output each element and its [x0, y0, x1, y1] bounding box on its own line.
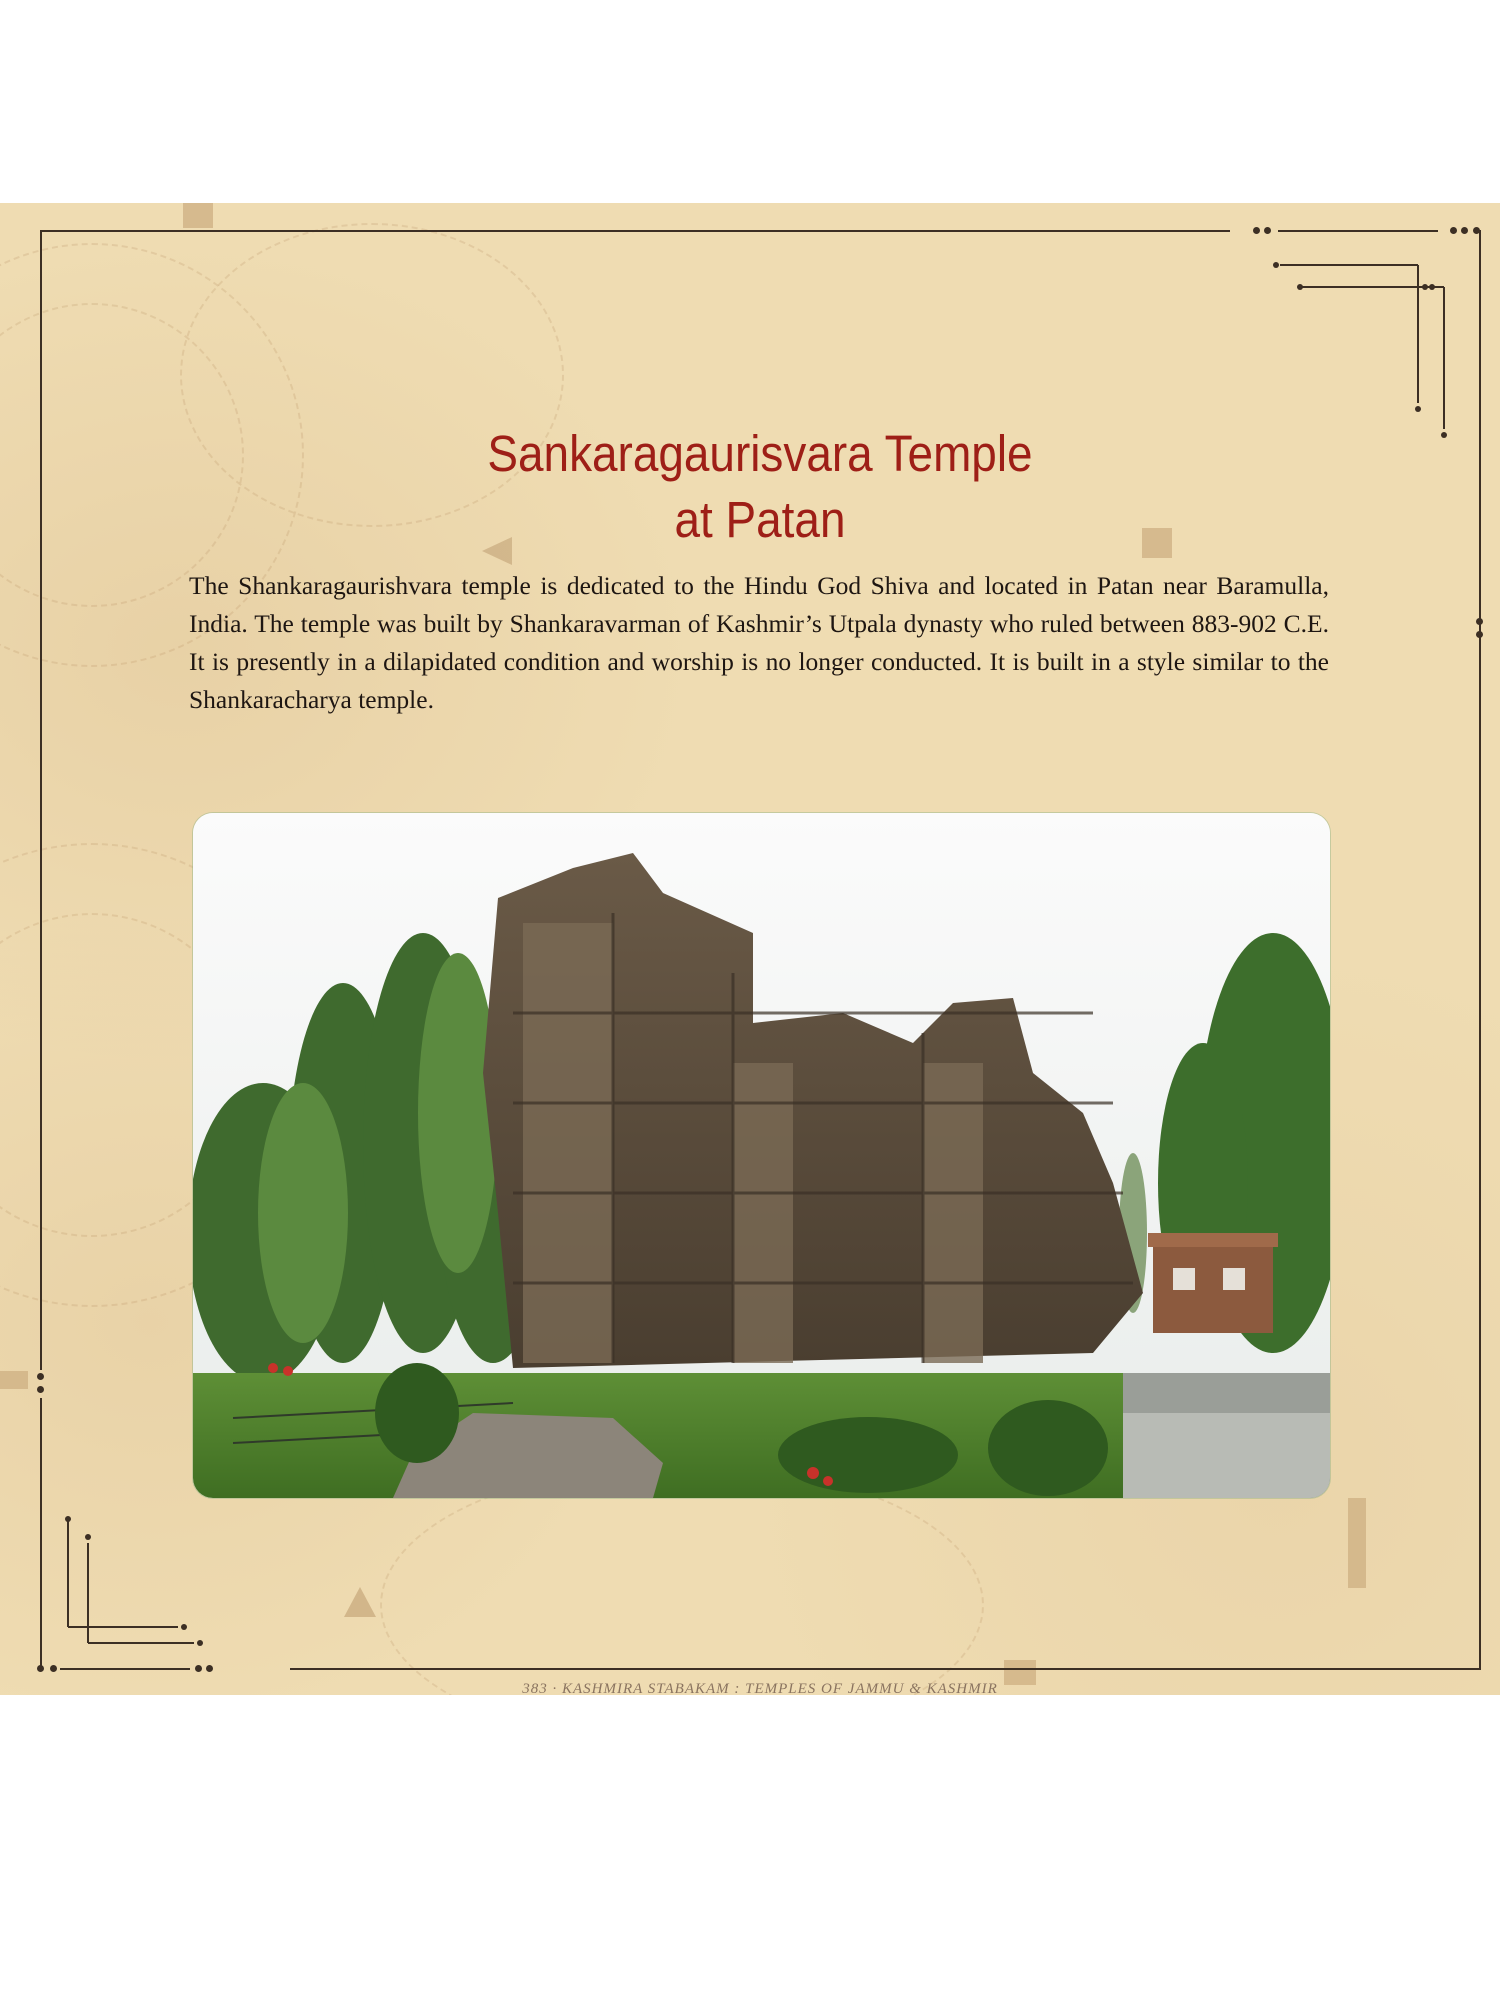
decorative-tab	[0, 1371, 28, 1389]
corner-ornament	[58, 1515, 228, 1655]
decorative-tab	[183, 203, 213, 228]
temple-photo	[193, 813, 1330, 1498]
page-footer: 383 · KASHMIRA STABAKAM : TEMPLES OF JAMMU & KASHMIR	[522, 1681, 998, 1695]
decorative-tab	[1348, 1498, 1366, 1588]
body-paragraph: The Shankaragaurishvara temple is dedicated to the Hindu God Shiva and located in Patan near Baramulla, India. The temple was built by Shankaravarman of Kashmir’s Utpala dynasty who ruled between 883-902 C.E. It is presently in a dilapidated condition and worship is no longer conducted. It is built in a style similar to the Shankaracharya temple.	[189, 571, 1329, 714]
title-line-2: at Patan	[674, 491, 846, 548]
triangle-ornament	[342, 1585, 378, 1619]
page-title	[346, 421, 1174, 553]
title-line-1: Sankaragaurisvara Temple	[487, 425, 1033, 482]
corner-ornament	[1270, 253, 1460, 443]
book-page	[0, 203, 1500, 1695]
